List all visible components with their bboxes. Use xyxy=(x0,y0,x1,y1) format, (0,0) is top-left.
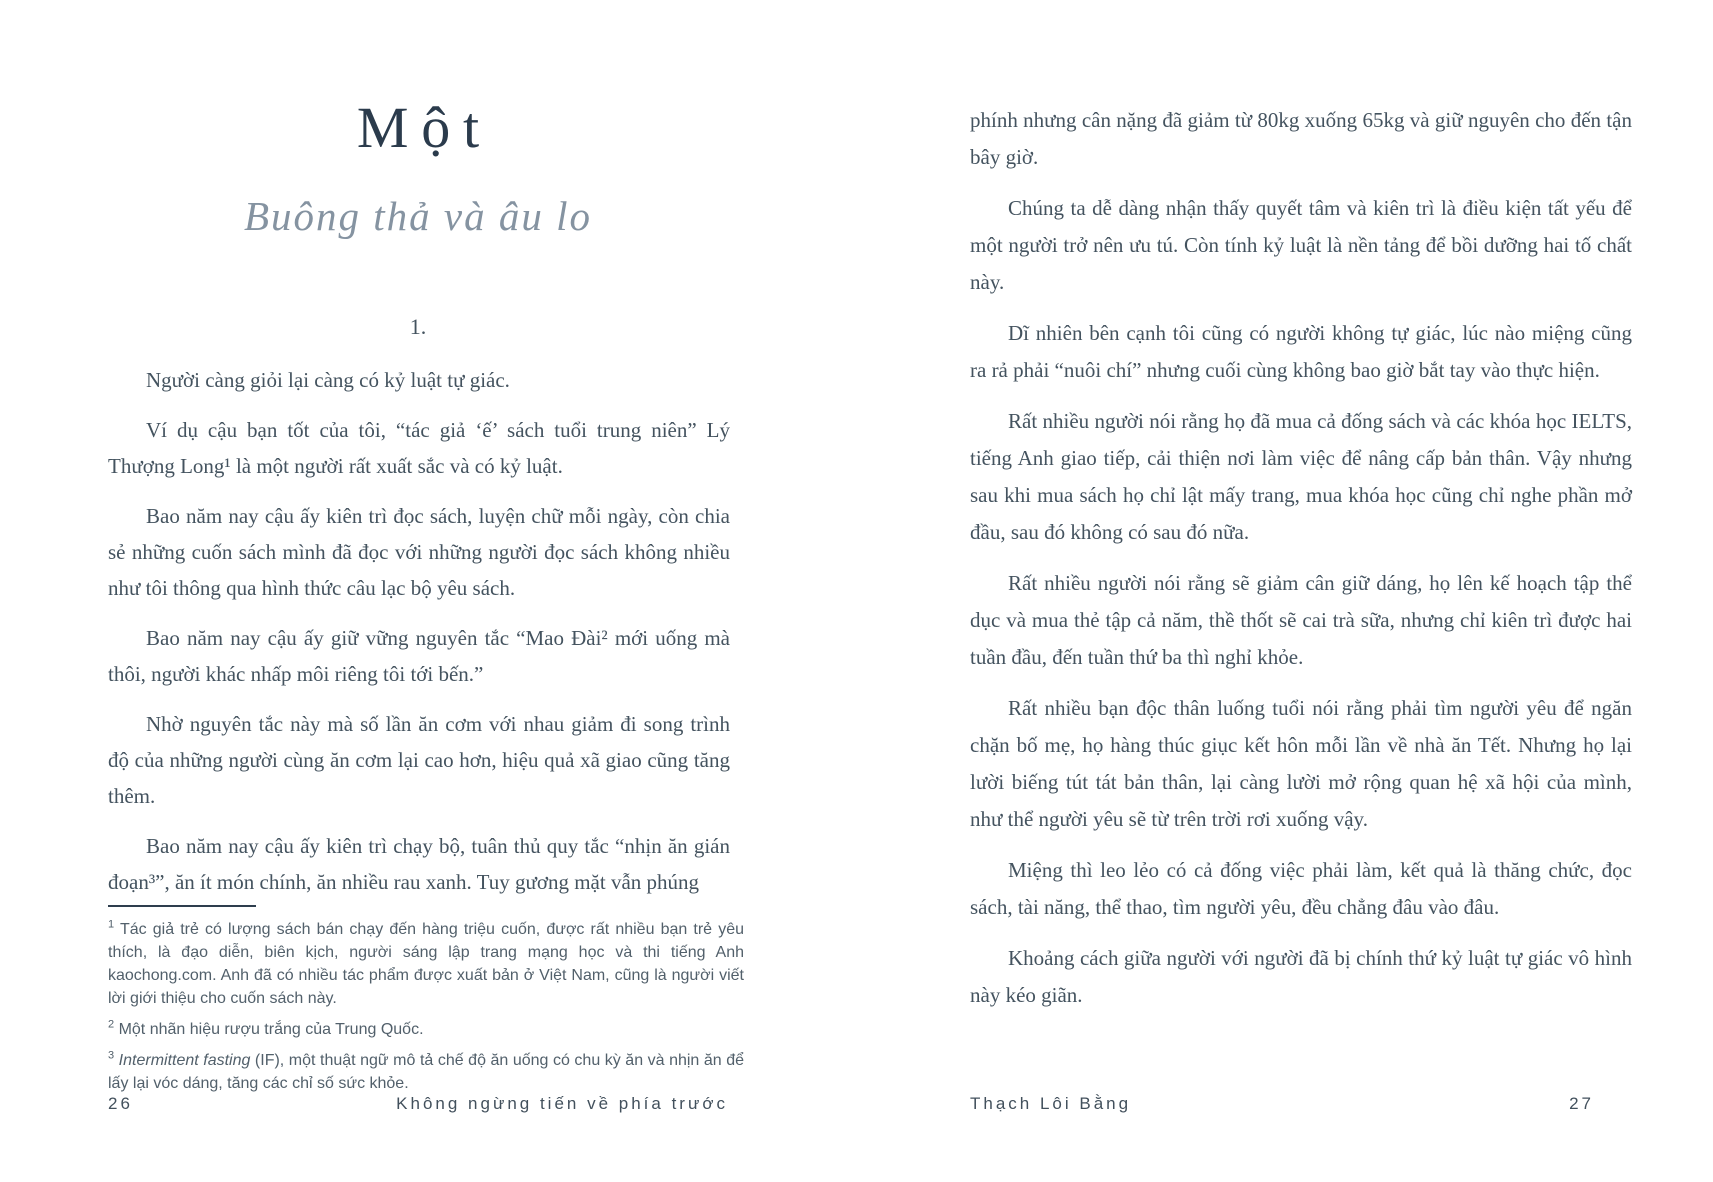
paragraph: Chúng ta dễ dàng nhận thấy quyết tâm và kiên trì là điều kiện tất yếu để một người trở nên ưu tú. Còn tính kỷ luật là nền tảng để bồi dưỡng hai tố chất này. xyxy=(970,196,1632,294)
footer-left xyxy=(108,1094,728,1114)
section-number: 1. xyxy=(409,314,427,339)
footnote xyxy=(108,1018,744,1041)
paragraph: Rất nhiều người nói rằng sẽ giảm cân giữ dáng, họ lên kế hoạch tập thể dục và mua thẻ tập cả năm, thề thốt sẽ cai trà sữa, nhưng chỉ kiên trì được hai tuần đầu, đến tuần thứ ba thì nghỉ khỏe. xyxy=(970,571,1632,669)
paragraph: Khoảng cách giữa người với người đã bị chính thứ kỷ luật tự giác vô hình này kéo giãn. xyxy=(970,946,1632,1007)
footnote xyxy=(108,1049,744,1095)
chapter-subtitle-script: Buông thả và âu lo xyxy=(243,193,593,239)
paragraph: phính nhưng cân nặng đã giảm từ 80kg xuống 65kg và giữ nguyên cho đến tận bây giờ. xyxy=(970,108,1632,169)
footnote-marker: 1 xyxy=(108,918,115,931)
footnote-marker: 3 xyxy=(108,1049,115,1062)
paragraph: Người càng giỏi lại càng có kỷ luật tự giác. xyxy=(146,368,510,392)
footnote-italic-term: Intermittent fasting xyxy=(118,1052,251,1069)
chapter-number-title: Một xyxy=(356,95,492,160)
body-text-right xyxy=(970,102,1632,1028)
paragraph: Rất nhiều người nói rằng họ đã mua cả đống sách và các khóa học IELTS, tiếng Anh giao tiếp, cải thiện nơi làm việc để nâng cấp bản thân. Vậy nhưng sau khi mua sách họ chỉ lật mấy trang, mua khóa học cũng chỉ nghe phần mở đầu, sau đó không có sau đó nữa. xyxy=(970,409,1632,544)
footnotes-block xyxy=(108,918,744,1103)
page-number-left: 26 xyxy=(108,1094,133,1113)
footnote-marker: 2 xyxy=(108,1018,115,1031)
paragraph: Dĩ nhiên bên cạnh tôi cũng có người không tự giác, lúc nào miệng cũng ra rả phải “nuôi chí” nhưng cuối cùng không bao giờ bắt tay vào thực hiện. xyxy=(970,321,1632,382)
paragraph: Miệng thì leo lẻo có cả đống việc phải làm, kết quả là thăng chức, đọc sách, tài năng, thể thao, tìm người yêu, đều chẳng đâu vào đâu. xyxy=(970,858,1632,919)
footnote-text: Tác giả trẻ có lượng sách bán chạy đến hàng triệu cuốn, được rất nhiều bạn trẻ yêu thích, là đạo diễn, biên kịch, người sáng lập trang mạng học và thi tiếng Anh kaochong.com. Anh đã có nhiều tác phẩm được xuất bản ở Việt Nam, cũng là người viết lời giới thiệu cho cuốn sách này. xyxy=(108,921,744,1007)
paragraph: Nhờ nguyên tắc này mà số lần ăn cơm với nhau giảm đi song trình độ của những người cùng ăn cơm lại cao hơn, hiệu quả xã giao cũng tăng thêm. xyxy=(108,712,730,808)
paragraph: Rất nhiều bạn độc thân luống tuổi nói rằng phải tìm người yêu để ngăn chặn bố mẹ, họ hàng thúc giục kết hôn mỗi lần về nhà ăn Tết. Nhưng họ lại lười biếng tút tát bản thân, lại càng lười mở rộng quan hệ xã hội của mình, như thể người yêu sẽ từ trên trời rơi xuống vậy. xyxy=(970,696,1632,831)
running-title-left: Không ngừng tiến về phía trước xyxy=(396,1094,728,1113)
footnote xyxy=(108,918,744,1010)
paragraph: Bao năm nay cậu ấy kiên trì đọc sách, luyện chữ mỗi ngày, còn chia sẻ những cuốn sách mình đã đọc với những người đọc sách không nhiều như tôi thông qua hình thức câu lạc bộ yêu sách. xyxy=(108,504,730,600)
footnote-text: Một nhãn hiệu rượu trắng của Trung Quốc. xyxy=(118,1021,424,1038)
footnote-text: (IF), một thuật ngữ mô tả chế độ ăn uống có chu kỳ ăn và nhịn ăn để lấy lại vóc dáng, tăng các chỉ số sức khỏe. xyxy=(108,1052,744,1092)
body-text-left xyxy=(108,362,730,914)
footnote-separator-rule xyxy=(108,905,256,907)
page-number-right: 27 xyxy=(1569,1094,1594,1113)
paragraph: Bao năm nay cậu ấy giữ vững nguyên tắc “Mao Đài² mới uống mà thôi, người khác nhấp môi riêng tôi tới bến.” xyxy=(108,626,730,686)
paragraph: Ví dụ cậu bạn tốt của tôi, “tác giả ‘ế’ sách tuổi trung niên” Lý Thượng Long¹ là một người rất xuất sắc và có kỷ luật. xyxy=(108,418,730,478)
paragraph: Bao năm nay cậu ấy kiên trì chạy bộ, tuân thủ quy tắc “nhịn ăn gián đoạn³”, ăn ít món chính, ăn nhiều rau xanh. Tuy gương mặt vẫn phúng xyxy=(108,834,730,894)
running-title-right: Thạch Lôi Bằng xyxy=(970,1094,1132,1113)
footer-right xyxy=(970,1094,1594,1114)
